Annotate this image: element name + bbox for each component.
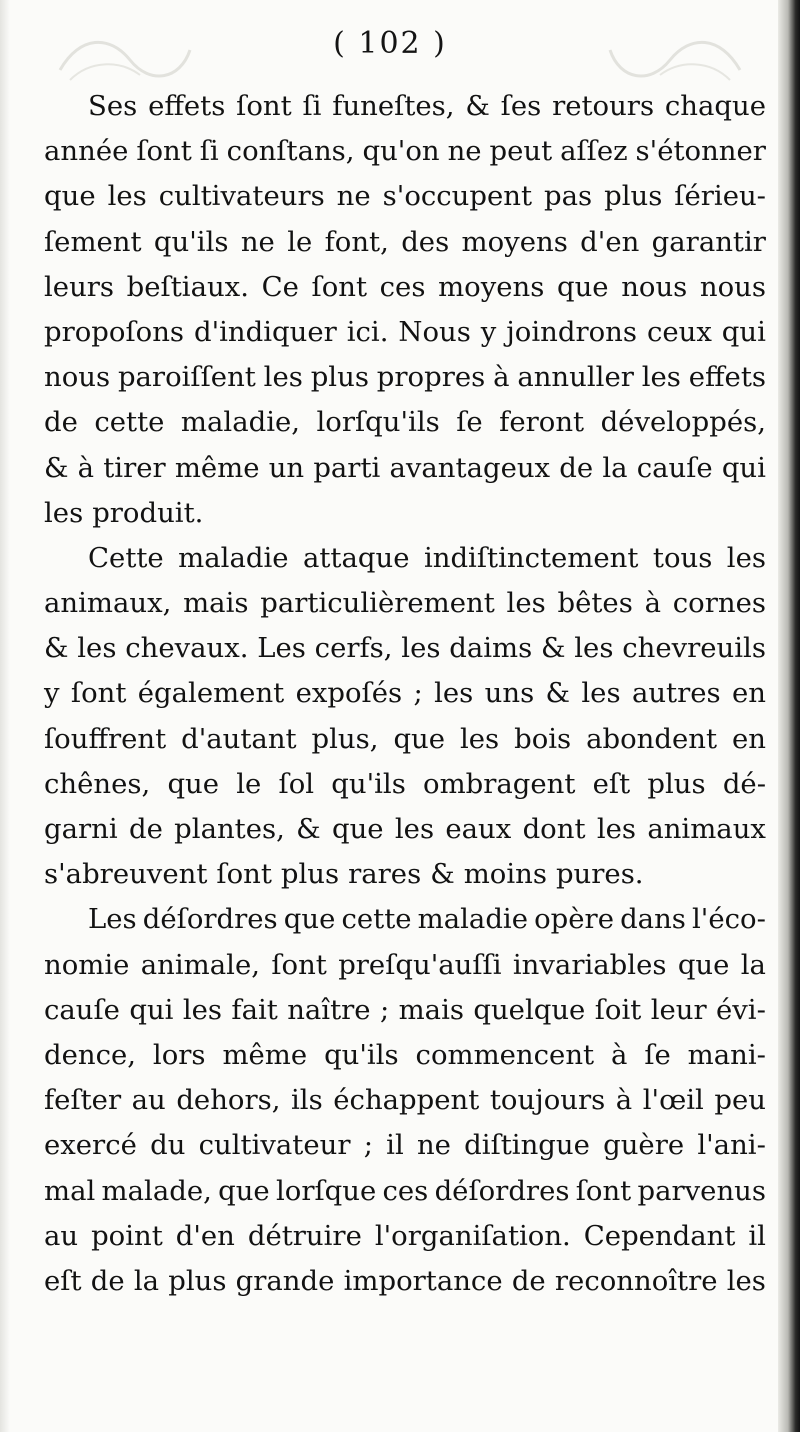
text-line: [44, 265, 766, 310]
word: au: [44, 1219, 79, 1252]
word: il: [386, 1129, 404, 1162]
word: qu'ils: [153, 225, 229, 258]
text-line: [44, 943, 766, 988]
word: ombragent: [423, 767, 576, 800]
word: Les: [257, 632, 306, 665]
word: Ce: [261, 270, 299, 303]
word: preſqu'auſſi: [338, 948, 502, 981]
text-line: [44, 807, 766, 852]
word: maladie: [417, 903, 528, 936]
word: point: [91, 1219, 163, 1252]
word: ne: [240, 225, 275, 258]
word: ne: [447, 135, 482, 168]
word: autres: [631, 677, 721, 710]
word: cerfs,: [314, 632, 393, 665]
page-number: ( 102 ): [333, 26, 447, 61]
word: de: [559, 451, 594, 484]
word: plantes,: [174, 813, 285, 845]
word: à: [644, 587, 661, 620]
word: maladie,: [180, 406, 300, 439]
word: d'en: [580, 225, 640, 258]
word: que: [556, 270, 609, 303]
word: ;: [363, 1129, 373, 1162]
word: les: [641, 361, 681, 394]
word: les: [581, 677, 621, 710]
word: année: [44, 135, 129, 168]
word: dé-: [722, 767, 766, 800]
word: nous: [699, 270, 766, 303]
word: ſement: [44, 225, 142, 258]
word: la: [133, 1264, 160, 1297]
word: dans: [620, 903, 686, 936]
text-line: [44, 897, 766, 942]
word: que: [677, 948, 730, 981]
word: mais: [183, 587, 249, 620]
text-line: [44, 1259, 766, 1304]
word: bêtes: [557, 587, 633, 620]
word: tous: [652, 541, 713, 574]
word: dence,: [44, 1038, 137, 1071]
word: plus: [280, 858, 340, 891]
word: paroiſſent: [117, 361, 256, 394]
word: &: [545, 677, 571, 710]
word: de: [90, 1264, 125, 1297]
word: fait: [231, 993, 278, 1026]
word: chaque: [664, 90, 766, 122]
word: cauſe: [44, 993, 120, 1026]
word: expoſés: [295, 677, 403, 710]
word: joindrons: [506, 315, 637, 348]
word: chênes,: [44, 767, 151, 800]
word: qu'on: [362, 135, 440, 168]
word: ces: [382, 1174, 429, 1207]
text-line: [44, 1123, 766, 1168]
word: lors: [152, 1038, 206, 1071]
word: parti: [313, 451, 381, 484]
word: l'éco-: [692, 903, 766, 936]
word: un: [268, 451, 305, 484]
word: abondent: [586, 722, 718, 755]
word: quelque: [473, 993, 586, 1026]
word: que: [167, 767, 220, 800]
word: plus,: [311, 722, 379, 755]
word: reconnoître: [554, 1264, 718, 1297]
word: propoſons: [44, 315, 185, 348]
text-line: [44, 1214, 766, 1259]
paragraph: [44, 897, 766, 1304]
page-left-edge: [0, 0, 10, 1432]
word: en: [731, 722, 766, 755]
word: les: [401, 632, 441, 665]
word: leurs: [44, 270, 115, 303]
word: opère: [534, 903, 614, 936]
word: de: [44, 406, 78, 439]
word: la: [602, 451, 628, 484]
word: à: [493, 361, 510, 394]
text-line: [44, 581, 766, 626]
word: ils: [291, 1084, 323, 1117]
word: &: [430, 858, 455, 891]
word: diſtingue: [464, 1129, 590, 1162]
word: moins: [463, 858, 547, 891]
word: les: [596, 813, 637, 845]
word: Cette: [88, 541, 164, 574]
word: animaux: [647, 813, 766, 845]
word: des: [401, 225, 450, 258]
word: ne: [336, 180, 371, 213]
body-text: [44, 84, 766, 1304]
word: s'occupent: [382, 180, 533, 213]
word: même: [174, 451, 260, 484]
word: Ses: [88, 90, 138, 122]
text-line: [44, 988, 766, 1033]
word: commencent: [415, 1038, 595, 1071]
word: le: [287, 225, 313, 258]
word: de: [128, 813, 163, 845]
word: ces: [379, 270, 426, 303]
word: nous: [44, 361, 111, 394]
text-line: [44, 310, 766, 355]
word: moyens: [461, 225, 568, 258]
word: chevaux.: [125, 632, 249, 665]
word: maladie: [178, 541, 289, 574]
word: plus: [310, 361, 369, 394]
word: malade,: [101, 1174, 212, 1207]
word: ſont: [271, 948, 327, 981]
word: même: [222, 1038, 308, 1071]
word: conſtans,: [226, 135, 355, 168]
text-line: [44, 1169, 766, 1214]
word: dont: [522, 813, 586, 845]
word: que: [331, 813, 384, 845]
page-binding-shadow: [778, 0, 800, 1432]
word: avantageux: [389, 451, 551, 484]
text-line: [44, 220, 766, 265]
word: ceux: [646, 315, 712, 348]
word: d'autant: [181, 722, 297, 755]
word: les: [459, 722, 500, 755]
word: ſérieu-: [674, 180, 766, 213]
word: exercé: [44, 1129, 137, 1162]
word: cette: [94, 406, 165, 439]
word: ſi: [199, 135, 219, 168]
paragraph: [44, 536, 766, 898]
word: mani-: [687, 1038, 766, 1071]
word: ſont: [236, 90, 292, 122]
word: naître: [287, 993, 371, 1026]
text-line: [44, 1078, 766, 1123]
word: à: [615, 1084, 633, 1117]
word: déſordres: [142, 903, 278, 936]
word: &: [44, 632, 69, 665]
text-line: [44, 446, 766, 491]
word: ſont: [311, 270, 368, 303]
word: nous: [621, 270, 688, 303]
word: aſſez: [560, 135, 628, 168]
word: daims: [449, 632, 533, 665]
text-line: [44, 717, 766, 762]
word: à: [77, 451, 95, 484]
text-line: [44, 174, 766, 219]
word: eſt: [44, 1264, 82, 1297]
word: particulièrement: [260, 587, 495, 620]
word: eaux: [445, 813, 512, 845]
word: y: [44, 677, 60, 710]
word: tirer: [103, 451, 166, 484]
word: animaux,: [44, 587, 172, 620]
word: Cependant: [583, 1219, 736, 1252]
word: toujours: [489, 1084, 606, 1117]
word: animale,: [140, 948, 260, 981]
text-line: [44, 355, 766, 400]
word: mal: [44, 1174, 96, 1207]
word: également: [137, 677, 285, 710]
word: ne: [416, 1129, 451, 1162]
word: cette: [341, 903, 412, 936]
word: y: [480, 315, 497, 348]
word: lorſqu'ils: [316, 406, 440, 439]
word: d'indiquer: [193, 315, 337, 348]
word: funeſtes,: [332, 90, 455, 122]
word: peut: [489, 135, 553, 168]
word: s'abreuvent: [44, 858, 208, 891]
word: l'organiſation.: [374, 1219, 571, 1252]
text-line: [44, 129, 766, 174]
word: &: [296, 813, 321, 845]
word: ſont: [70, 677, 127, 710]
word: qui: [129, 993, 174, 1026]
word: nomie: [44, 948, 130, 981]
word: &: [541, 632, 566, 665]
word: les: [506, 587, 546, 620]
word: que: [44, 180, 96, 213]
word: effets: [148, 90, 226, 122]
word: pas: [544, 180, 593, 213]
word: il: [748, 1219, 766, 1252]
word: les: [726, 1264, 766, 1297]
text-line: [44, 1033, 766, 1078]
word: feront: [499, 406, 585, 439]
word: de: [511, 1264, 546, 1297]
word: qui: [721, 451, 766, 484]
text-line: [44, 852, 766, 897]
word: les: [182, 993, 223, 1026]
word: ſe: [644, 1038, 671, 1071]
word: les: [107, 180, 147, 213]
word: rares: [348, 858, 422, 891]
word: au: [131, 1084, 166, 1117]
word: à: [611, 1038, 628, 1071]
word: qu'ils: [331, 767, 406, 800]
word: détruire: [247, 1219, 362, 1252]
text-line: [44, 491, 766, 536]
text-line: [44, 762, 766, 807]
word: ſouffrent: [44, 722, 167, 755]
word: ici.: [346, 315, 389, 348]
word: invariables: [512, 948, 667, 981]
text-line: [44, 84, 766, 129]
word: dehors,: [176, 1084, 281, 1117]
word: évi-: [716, 993, 766, 1026]
word: font,: [324, 225, 389, 258]
word: leur: [650, 993, 707, 1026]
word: les: [263, 361, 303, 394]
word: grande: [235, 1264, 335, 1297]
word: retours: [552, 90, 655, 122]
word: l'œil: [642, 1084, 704, 1117]
text-line: [44, 536, 766, 581]
text-line: [44, 400, 766, 445]
word: garni: [44, 813, 118, 845]
word: ;: [413, 677, 423, 710]
text-line: [44, 671, 766, 716]
word: l'ani-: [697, 1129, 766, 1162]
word: ſont: [216, 858, 272, 891]
word: cauſe: [636, 451, 713, 484]
word: beſtiaux.: [126, 270, 249, 303]
word: effets: [688, 361, 766, 394]
word: eſt: [592, 767, 631, 800]
word: ſe: [456, 406, 483, 439]
word: uns: [484, 677, 535, 710]
word: ſi: [302, 90, 322, 122]
word: ſoit: [594, 993, 642, 1026]
paragraph: [44, 84, 766, 536]
word: parvenus: [637, 1174, 766, 1207]
word: s'étonner: [635, 135, 766, 168]
word: Nous: [398, 315, 471, 348]
word: ſol: [278, 767, 315, 800]
word: moyens: [438, 270, 545, 303]
word: importance: [343, 1264, 503, 1297]
word: les: [394, 813, 435, 845]
word: cornes: [672, 587, 766, 620]
word: plus: [647, 767, 706, 800]
word: mais: [398, 993, 464, 1026]
word: les: [574, 632, 614, 665]
word: attaque: [302, 541, 410, 574]
word: déſordres: [434, 1174, 570, 1207]
word: ;: [379, 993, 390, 1026]
word: pures.: [555, 858, 644, 891]
word: produit.: [92, 496, 204, 529]
word: &: [465, 90, 490, 122]
word: cultivateurs: [158, 180, 325, 213]
word: que: [283, 903, 336, 936]
word: Les: [88, 903, 137, 936]
word: indiſtinctement: [423, 541, 639, 574]
word: développés,: [600, 406, 766, 439]
text-line: [44, 626, 766, 671]
word: bois: [514, 722, 572, 755]
word: qu'ils: [324, 1038, 399, 1071]
word: guère: [603, 1129, 685, 1162]
word: les: [77, 632, 117, 665]
word: les: [44, 496, 84, 529]
word: plus: [168, 1264, 227, 1297]
word: d'en: [175, 1219, 235, 1252]
word: plus: [604, 180, 663, 213]
word: ſont: [575, 1174, 632, 1207]
word: que: [393, 722, 446, 755]
word: cultivateur: [198, 1129, 351, 1162]
word: &: [44, 451, 69, 484]
word: le: [236, 767, 262, 800]
word: peu: [714, 1084, 766, 1117]
word: propres: [376, 361, 486, 394]
word: que: [218, 1174, 270, 1207]
word: les: [726, 541, 766, 574]
word: ſes: [500, 90, 542, 122]
word: les: [434, 677, 474, 710]
word: du: [150, 1129, 186, 1162]
word: ſont: [136, 135, 192, 168]
word: garantir: [651, 225, 766, 258]
word: qui: [721, 315, 766, 348]
word: lorſque: [275, 1174, 377, 1207]
word: chevreuils: [622, 632, 766, 665]
word: échappent: [333, 1084, 480, 1117]
word: annuller: [517, 361, 634, 394]
word: en: [732, 677, 766, 710]
word: feſter: [44, 1084, 122, 1117]
word: la: [740, 948, 766, 981]
